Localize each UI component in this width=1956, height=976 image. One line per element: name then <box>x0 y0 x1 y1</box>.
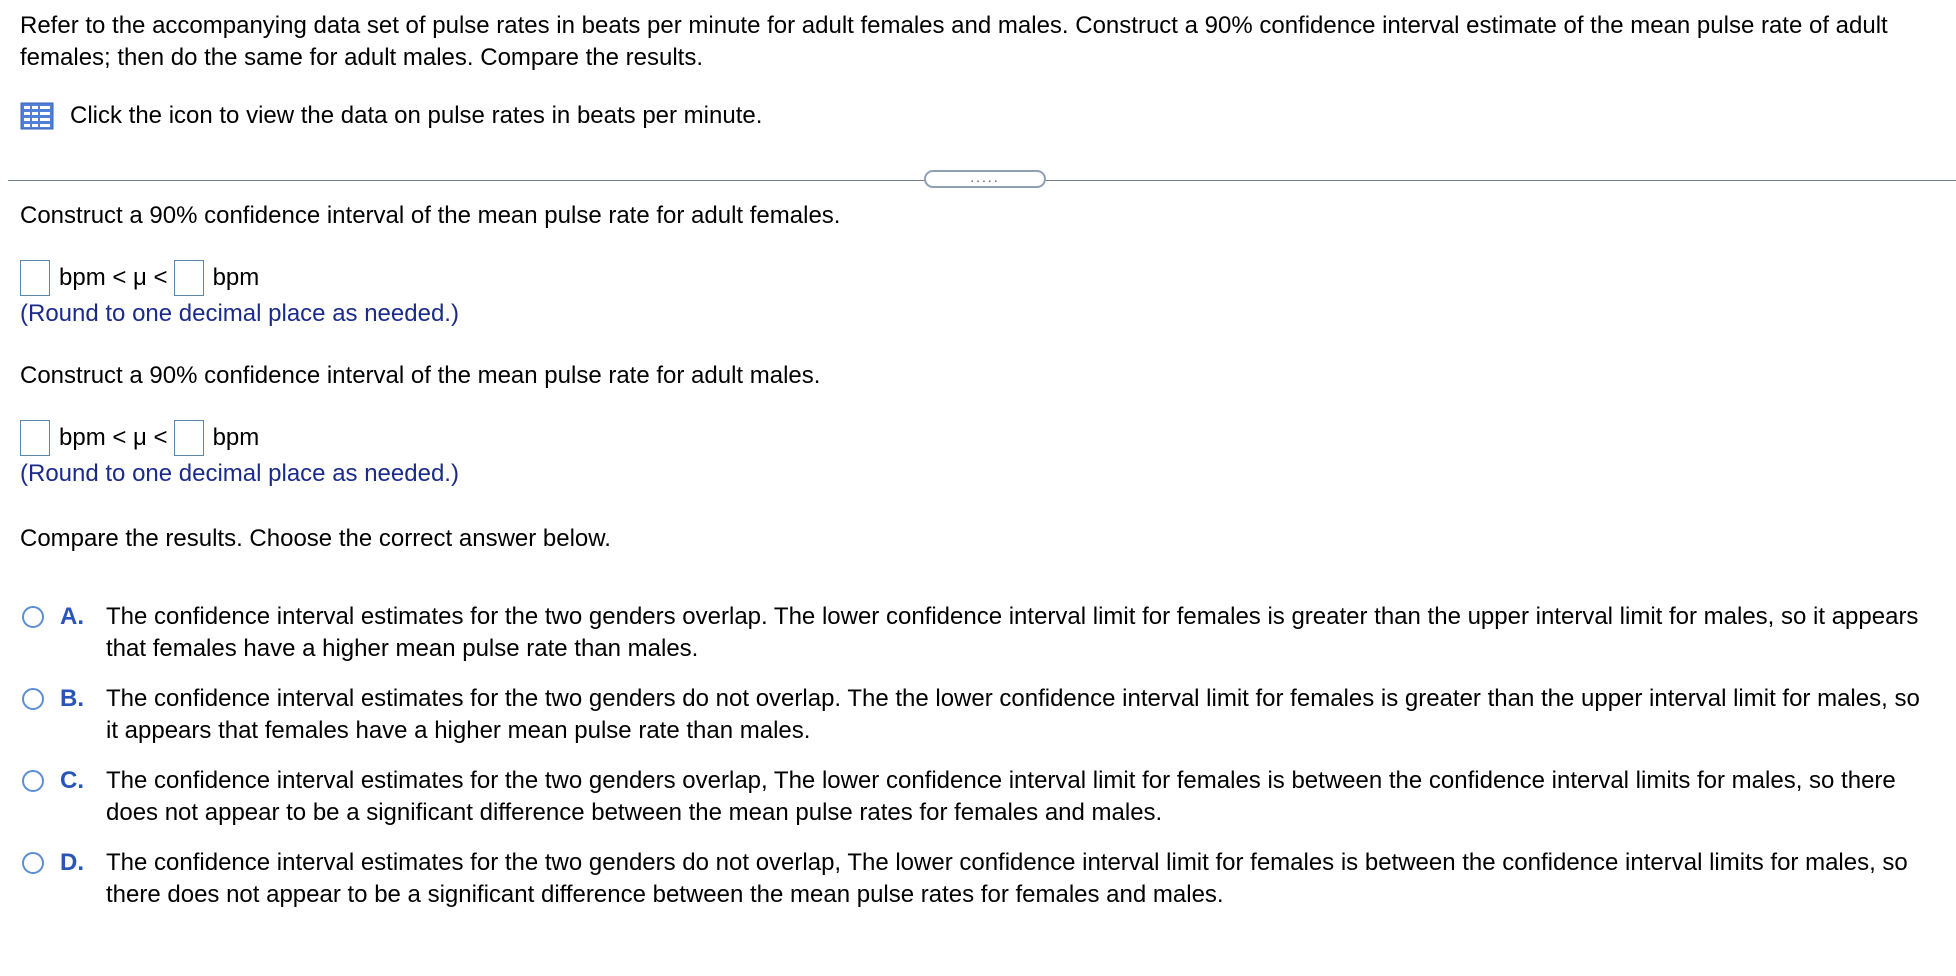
part1-mid-text: bpm < μ < <box>59 264 168 291</box>
data-link-row <box>20 100 1936 132</box>
option-d[interactable] <box>22 847 1938 911</box>
part3-prompt: Compare the results. Choose the correct answer below. <box>20 525 611 552</box>
option-b-letter: B. <box>60 685 84 712</box>
option-a-text: The confidence interval estimates for the two genders overlap. The lower confidence interval limit for females is greater than the upper interval limit for males, so it appears that females have a higher mean pulse rate than males. <box>106 603 1919 662</box>
option-a-radio[interactable] <box>22 606 44 628</box>
data-link-text: Click the icon to view the data on pulse rates in beats per minute. <box>70 102 763 129</box>
section-divider <box>8 168 1956 194</box>
question-text: Refer to the accompanying data set of pulse rates in beats per minute for adult females and males. Construct a 90% confidence interval estimate of the mean pulse rate of adult females; then do the same for adult males. Compare the results. <box>20 12 1888 71</box>
part2-section <box>20 360 820 490</box>
part1-hint: (Round to one decimal place as needed.) <box>20 300 459 327</box>
part1-end-text: bpm <box>212 264 260 291</box>
part2-mid-text: bpm < μ < <box>59 424 168 451</box>
option-c-text: The confidence interval estimates for the two genders overlap, The lower confidence interval limit for females is between the confidence interval limits for males, so there does not appear to be a significant difference between the mean pulse rates for females and males. <box>106 767 1896 826</box>
option-c-radio[interactable] <box>22 770 44 792</box>
part2-prompt: Construct a 90% confidence interval of the mean pulse rate for adult males. <box>20 362 821 389</box>
option-b-radio[interactable] <box>22 688 44 710</box>
part2-end-text: bpm <box>212 424 260 451</box>
option-a[interactable] <box>22 601 1938 665</box>
part1-section <box>20 200 840 330</box>
divider-handle[interactable]: ..... <box>924 170 1046 188</box>
question-container <box>20 10 1936 132</box>
option-c-letter: C. <box>60 767 84 794</box>
part1-prompt: Construct a 90% confidence interval of the mean pulse rate for adult females. <box>20 202 841 229</box>
female-upper-input[interactable] <box>174 260 204 296</box>
option-b-text: The confidence interval estimates for the two genders do not overlap. The the lower confidence interval limit for females is greater than the upper interval limit for males, so it appears that females have a higher mean pulse rate than males. <box>106 685 1920 744</box>
male-lower-input[interactable] <box>20 420 50 456</box>
part1-interval-row <box>20 258 840 298</box>
male-upper-input[interactable] <box>174 420 204 456</box>
option-b[interactable] <box>22 683 1938 747</box>
part2-hint: (Round to one decimal place as needed.) <box>20 460 459 487</box>
option-d-radio[interactable] <box>22 852 44 874</box>
option-d-letter: D. <box>60 849 84 876</box>
option-a-letter: A. <box>60 603 84 630</box>
female-lower-input[interactable] <box>20 260 50 296</box>
option-c[interactable] <box>22 765 1938 829</box>
part2-interval-row <box>20 418 820 458</box>
option-d-text: The confidence interval estimates for the two genders do not overlap, The lower confidence interval limit for females is between the confidence interval limits for males, so there does not appear to be a significant difference between the mean pulse rates for females and males. <box>106 849 1908 908</box>
table-grid-icon[interactable] <box>20 102 54 130</box>
